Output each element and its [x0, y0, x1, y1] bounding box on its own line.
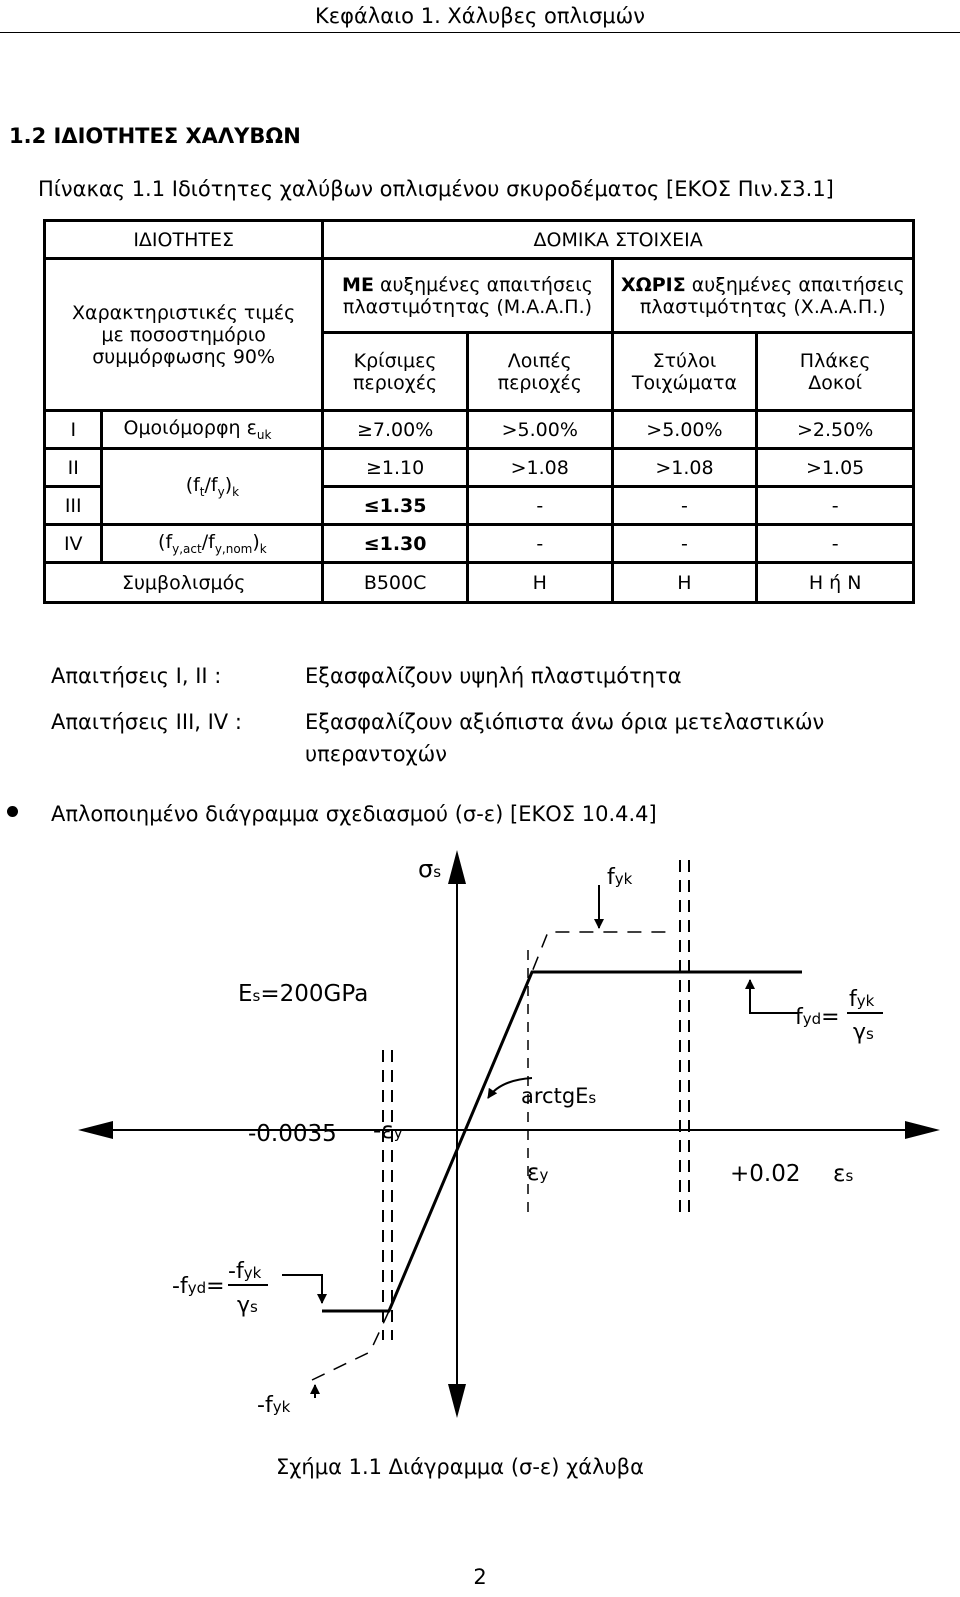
subheader-columns-walls: Στύλοι Τοιχώματα: [612, 333, 757, 411]
bullet-dot: [7, 806, 18, 817]
neg-fyd-numerator: -fyk: [228, 1259, 262, 1284]
cell-i-other: >5.00%: [467, 411, 612, 449]
cell-iii-slabs: -: [757, 487, 914, 525]
es-modulus-label: Es=200GPa: [238, 981, 369, 1007]
header-without-ductility: ΧΩΡΙΣ αυξημένες απαιτήσεις πλαστιμότητας (Χ.Α.Α.Π.): [612, 259, 913, 333]
subheader-slabs-beams: Πλάκες Δοκοί: [757, 333, 914, 411]
requirements-1-label: Απαιτήσεις I, II :: [51, 664, 222, 688]
epsilon-axis-left-arrow: [78, 1121, 113, 1139]
cell-i-columns: >5.00%: [612, 411, 757, 449]
symbol-label: Συμβολισμός: [45, 563, 323, 603]
header-rule: [0, 32, 960, 33]
neg-fyd-pointer: [282, 1275, 322, 1303]
cell-ii-columns: >1.08: [612, 449, 757, 487]
arctg-es-label: arctgEs: [521, 1084, 597, 1108]
row-label-ii: II: [45, 449, 102, 487]
fyd-pointer: [750, 980, 798, 1013]
neg-fyd-label: -fyd=: [172, 1274, 225, 1299]
properties-table: [43, 219, 915, 604]
cell-symbol-other: H: [467, 563, 612, 603]
row-label-iv: IV: [45, 525, 102, 563]
neg-eps-y-label: -εy: [373, 1118, 403, 1144]
eps-s-axis-label: εs: [833, 1161, 854, 1187]
sigma-axis-down-arrow: [448, 1384, 466, 1418]
cell-iv-critical: ≤1.30: [323, 525, 468, 563]
cell-symbol-slabs: H ή N: [757, 563, 914, 603]
row-label-iii: III: [45, 487, 102, 525]
prop-fyact-fynom: $(f_{y,act}/f_{y,nom})_k$: [102, 525, 323, 563]
header-with-ductility: ΜΕ αυξημένες απαιτήσεις πλαστιμότητας (Μ.Α.Α.Π.): [323, 259, 612, 333]
fyk-top-label: fyk: [607, 865, 633, 890]
cell-ii-other: >1.08: [467, 449, 612, 487]
cell-ii-slabs: >1.05: [757, 449, 914, 487]
epsilon-axis-right-arrow: [905, 1121, 940, 1139]
cell-symbol-critical: B500C: [323, 563, 468, 603]
cell-ii-critical: ≥1.10: [323, 449, 468, 487]
cell-i-slabs: >2.50%: [757, 411, 914, 449]
subheader-other-regions: Λοιπές περιοχές: [467, 333, 612, 411]
row-label-i: I: [45, 411, 102, 449]
requirements-2-label: Απαιτήσεις III, IV :: [51, 710, 242, 734]
requirements-2-text-line2: υπεραντοχών: [305, 742, 447, 766]
table-caption: Πίνακας 1.1 Ιδιότητες χαλύβων οπλισμένου σκυροδέματος [ΕΚΟΣ Πιν.Σ3.1]: [38, 177, 834, 201]
page-header: Κεφάλαιο 1. Χάλυβες οπλισμών: [314, 4, 645, 28]
diagram-bullet-text: Απλοποιημένο διάγραμμα σχεδιασμού (σ-ε) [ΕΚΟΣ 10.4.4]: [51, 802, 657, 826]
neg-fyd-denominator: γs: [237, 1293, 258, 1318]
cell-iv-columns: -: [612, 525, 757, 563]
sigma-axis-up-arrow: [448, 850, 466, 884]
cell-iii-other: -: [467, 487, 612, 525]
fyd-label: fyd=: [795, 1005, 840, 1030]
requirements-1-text: Εξασφαλίζουν υψηλή πλαστιμότητα: [305, 664, 682, 688]
figure-caption: Σχήμα 1.1 Διάγραμμα (σ-ε) χάλυβα: [276, 1455, 644, 1479]
fyd-denominator: γs: [853, 1020, 874, 1045]
sigma-s-label: σs: [418, 855, 442, 883]
stress-strain-diagram: [0, 830, 960, 1450]
cell-symbol-columns: H: [612, 563, 757, 603]
header-properties: ΙΔΙΟΤΗΤΕΣ: [45, 221, 323, 259]
properties-description: Χαρακτηριστικές τιμές με ποσοστημόριο συμμόρφωσης 90%: [45, 259, 323, 411]
neg-fyk-label: -fyk: [257, 1393, 291, 1418]
header-structural-elements: ΔΟΜΙΚΑ ΣΤΟΙΧΕΙΑ: [323, 221, 914, 259]
section-title: 1.2 ΙΔΙΟΤΗΤΕΣ ΧΑΛΥΒΩΝ: [9, 124, 301, 148]
cell-iii-critical: ≤1.35: [323, 487, 468, 525]
subheader-critical-regions: Κρίσιμες περιοχές: [323, 333, 468, 411]
requirements-2-text-line1: Εξασφαλίζουν αξιόπιστα άνω όρια μετελαστικών: [305, 710, 825, 734]
page-number: 2: [473, 1565, 487, 1589]
eps-y-label: εy: [527, 1160, 549, 1186]
fyd-numerator: fyk: [849, 987, 875, 1012]
cell-iii-columns: -: [612, 487, 757, 525]
prop-uniform-elongation: Ομοιόμορφη $\varepsilon_{uk}$: [102, 411, 323, 449]
prop-ft-fy-ratio: $(f_t/f_y)_k$: [102, 449, 323, 525]
cell-iv-slabs: -: [757, 525, 914, 563]
neg-limit-label: -0.0035: [248, 1121, 337, 1147]
pos-limit-label: +0.02: [730, 1161, 801, 1187]
cell-i-critical: ≥7.00%: [323, 411, 468, 449]
cell-iv-other: -: [467, 525, 612, 563]
